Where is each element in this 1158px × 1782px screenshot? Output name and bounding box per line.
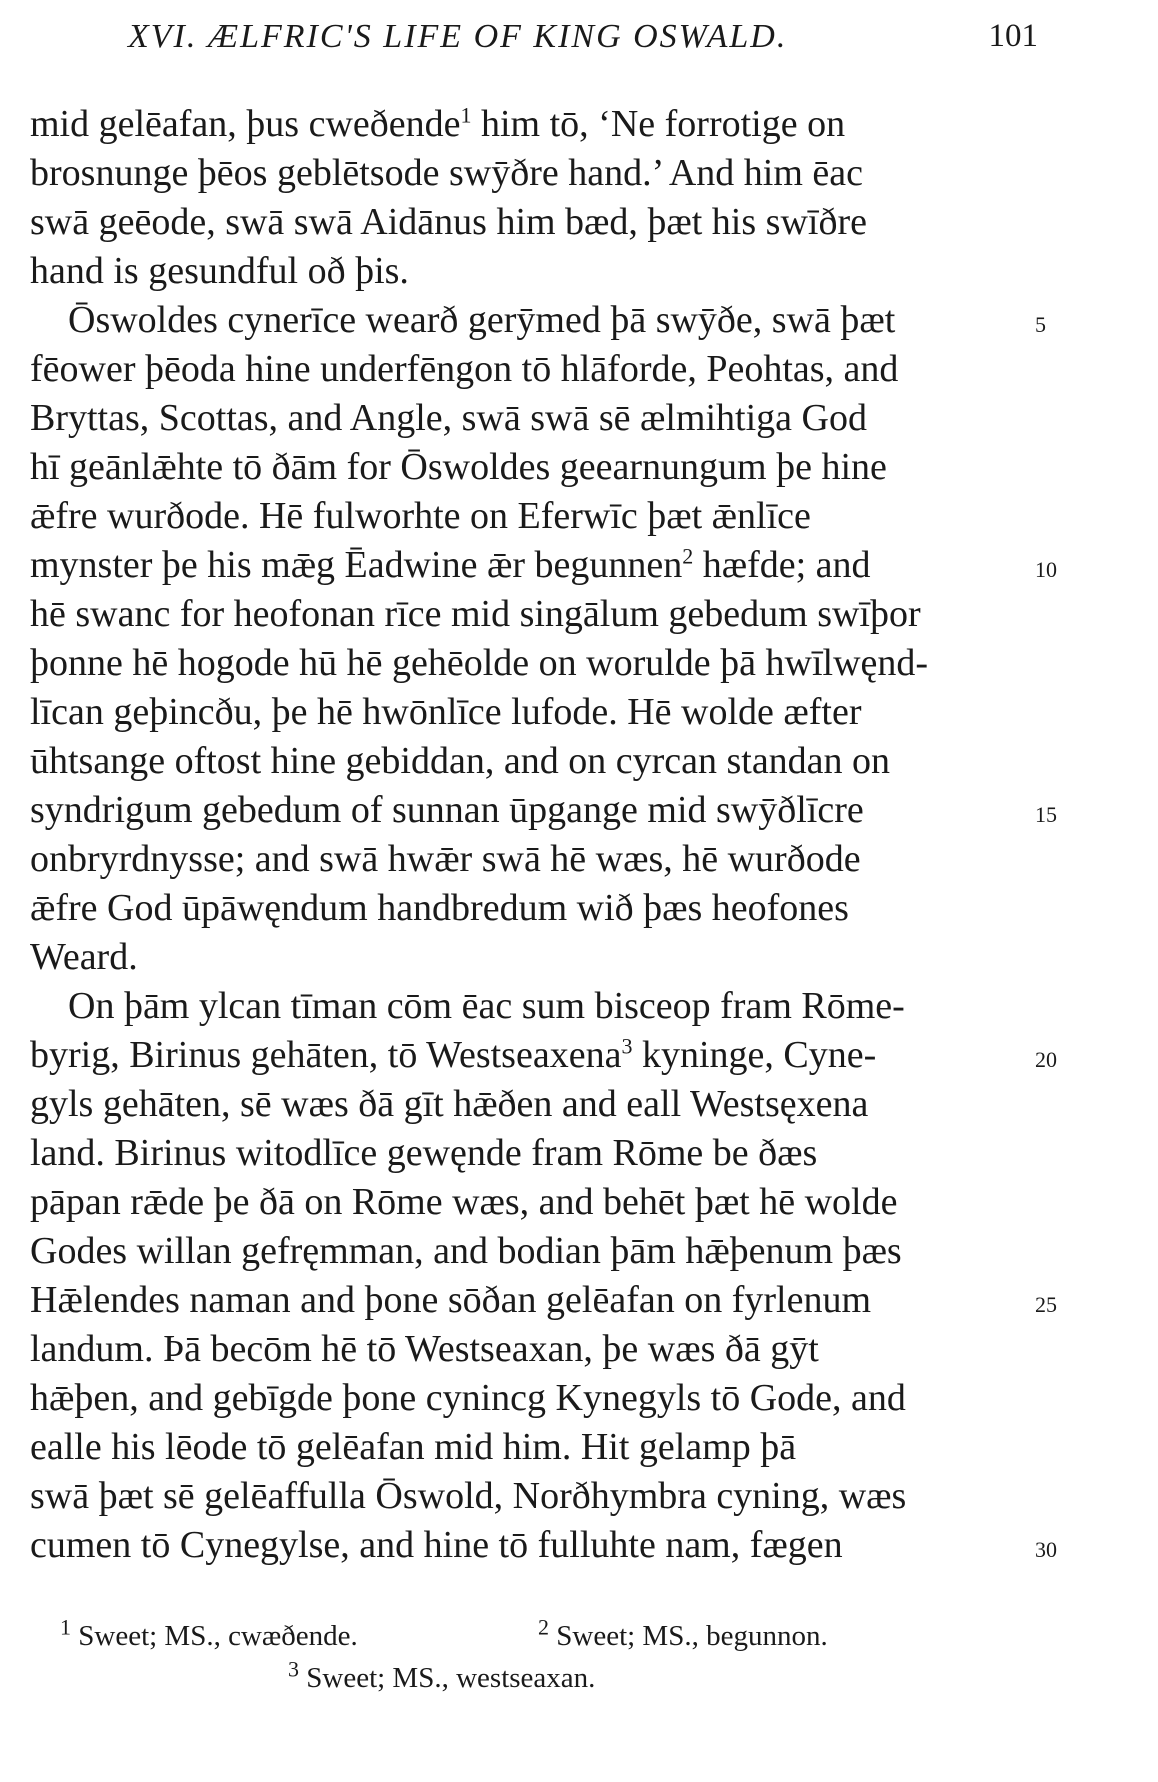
line-text: hǣþen, and gebīgde þone cynincg Kynegyls tō Gode, and — [30, 1377, 906, 1419]
footnote-3: $^3$ Sweet; MS., westseaxan. — [288, 1656, 596, 1694]
line-text: Godes willan gefręmman, and bodian þām hǣþenum þæs — [30, 1230, 902, 1272]
text-line — [30, 1423, 1020, 1472]
line-text: līcan geþincðu, þe hē hwōnlīce lufode. Hē wolde æfter — [30, 691, 862, 733]
line-text: fēower þēoda hine underfēngon tō hlāforde, Peohtas, and — [30, 348, 899, 390]
line-text: brosnunge þēos geblētsode swȳðre hand.’ And him ēac — [30, 152, 863, 194]
running-title: XVI. ÆLFRIC'S LIFE OF KING OSWALD. — [128, 18, 788, 55]
text-line — [30, 198, 1020, 247]
body-text — [30, 100, 1057, 1570]
line-text: Ōswoldes cynerīce wearð gerȳmed þā swȳðe, swā þæt — [68, 299, 896, 341]
text-line — [30, 1276, 1057, 1325]
line-text: On þām ylcan tīman cōm ēac sum bisceop fram Rōme- — [68, 985, 905, 1027]
text-line — [30, 1031, 1057, 1080]
text-line — [30, 1080, 1020, 1129]
line-text: þonne hē hogode hū hē gehēolde on worulde þā hwīlwęnd- — [30, 642, 929, 684]
text-line — [30, 1227, 1020, 1276]
text-line — [30, 1472, 1020, 1521]
line-text: Bryttas, Scottas, and Angle, swā swā sē ælmihtiga God — [30, 397, 867, 439]
text-line — [30, 639, 1020, 688]
text-line — [30, 884, 1020, 933]
text-line — [30, 296, 1046, 345]
line-text: cumen tō Cynegylse, and hine tō fulluhte nam, fægen — [30, 1524, 843, 1566]
text-line — [30, 100, 1020, 149]
line-text: ealle his lēode tō gelēafan mid him. Hit gelamp þā — [30, 1426, 797, 1468]
line-text: mid gelēafan, þus cweðende — [30, 103, 461, 145]
line-number: 15 — [1035, 802, 1057, 827]
text-line — [30, 541, 1057, 590]
line-text: land. Birinus witodlīce gewęnde fram Rōme be ðæs — [30, 1132, 818, 1174]
text-line — [30, 247, 1020, 296]
line-number: 10 — [1035, 557, 1057, 582]
text-line — [30, 590, 1020, 639]
line-text: swā þæt sē gelēaffulla Ōswold, Norðhymbra cyning, wæs — [30, 1475, 907, 1517]
line-text: ūhtsange oftost hine gebiddan, and on cyrcan standan on — [30, 740, 891, 782]
text-line — [30, 345, 1020, 394]
text-line — [30, 1374, 1020, 1423]
text-line — [30, 492, 1020, 541]
line-text: hand is gesundful oð þis. — [30, 250, 409, 292]
page-header — [128, 18, 1038, 68]
line-text: Hǣlendes naman and þone sōðan gelēafan on fyrlenum — [30, 1279, 872, 1321]
text-line — [30, 443, 1020, 492]
page-number: 101 — [988, 18, 1038, 54]
text-line — [30, 149, 1020, 198]
text-line — [30, 982, 1020, 1031]
footnote-1: $^1$ Sweet; MS., cwæðende. — [60, 1614, 358, 1652]
line-number: 25 — [1035, 1292, 1057, 1317]
text-line — [30, 786, 1057, 835]
text-line — [30, 737, 1020, 786]
line-number: 20 — [1035, 1047, 1057, 1072]
line-text: landum. Þā becōm hē tō Westseaxan, þe wæs ðā gȳt — [30, 1328, 819, 1370]
line-number: 5 — [1035, 312, 1046, 337]
text-line — [30, 394, 1020, 443]
text-line — [30, 1521, 1057, 1570]
line-text-cont: kyninge, Cyne- — [632, 1034, 877, 1076]
line-text: onbryrdnysse; and swā hwǣr swā hē wæs, hē wurðode — [30, 838, 861, 880]
text-line — [30, 1325, 1020, 1374]
line-text: mynster þe his mǣg Ēadwine ǣr begunnen — [30, 544, 683, 586]
line-text-cont: hæfde; and — [693, 544, 871, 586]
text-line — [30, 933, 1020, 982]
text-line — [30, 1129, 1020, 1178]
line-text: ǣfre wurðode. Hē fulworhte on Eferwīc þæt ǣnlīce — [30, 495, 811, 537]
line-text: syndrigum gebedum of sunnan ūpgange mid swȳðlīcre — [30, 789, 864, 831]
text-line — [30, 835, 1020, 884]
line-number: 30 — [1035, 1537, 1057, 1562]
line-text: hī geānlǣhte tō ðām for Ōswoldes geearnungum þe hine — [30, 446, 887, 488]
line-text: ǣfre God ūpāwęndum handbredum wið þæs heofones — [30, 887, 849, 929]
footnote-ref: 1 — [460, 102, 472, 128]
footnote-2: $^2$ Sweet; MS., begunnon. — [538, 1614, 828, 1652]
line-text: Weard. — [30, 936, 138, 978]
text-line — [30, 1178, 1020, 1227]
line-text: swā geēode, swā swā Aidānus him bæd, þæt his swīðre — [30, 201, 867, 243]
line-text: byrig, Birinus gehāten, tō Westseaxena — [30, 1034, 622, 1076]
footnote-ref: 2 — [682, 543, 694, 569]
text-line — [30, 688, 1020, 737]
footnote-ref: 3 — [621, 1033, 633, 1059]
line-text: gyls gehāten, sē wæs ðā gīt hǣðen and eall Westsęxena — [30, 1083, 869, 1125]
line-text: hē swanc for heofonan rīce mid singālum gebedum swīþor — [30, 593, 921, 635]
line-text-cont: him tō, ‘Ne forrotige on — [471, 103, 846, 145]
line-text: pāpan rǣde þe ðā on Rōme wæs, and behēt þæt hē wolde — [30, 1181, 898, 1223]
